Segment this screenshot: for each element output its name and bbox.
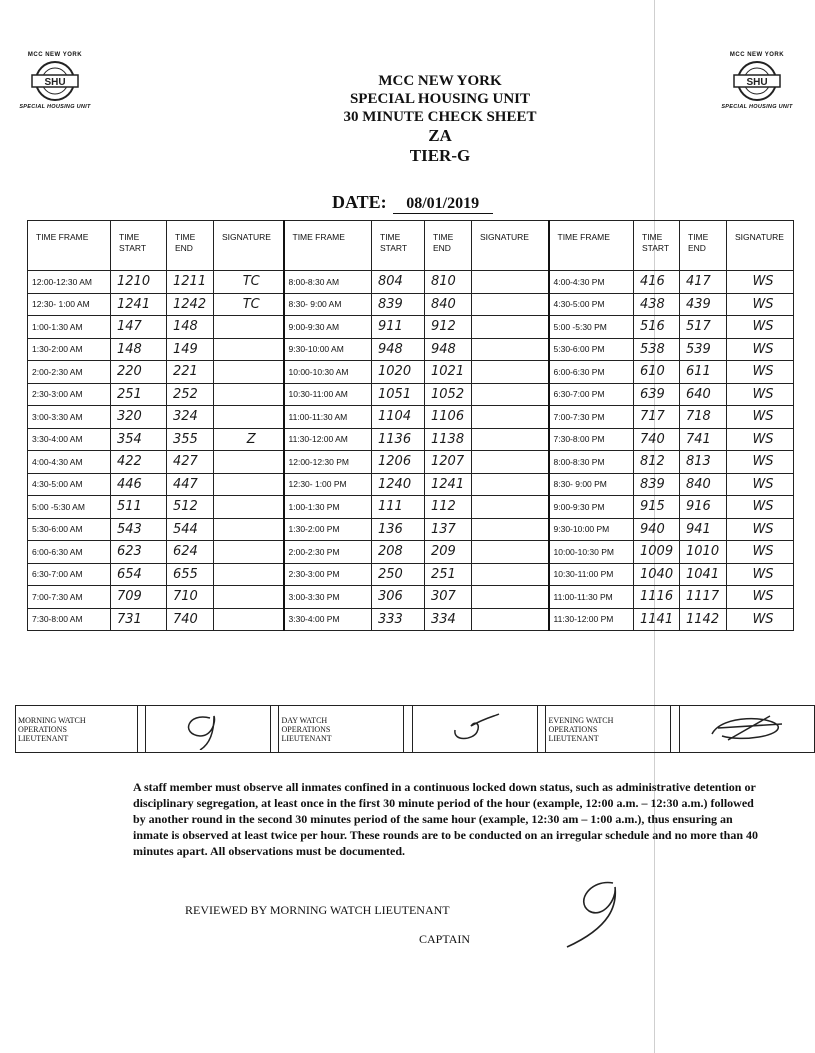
signature-cell [472, 383, 549, 406]
time-start-cell: 251 [111, 383, 167, 406]
time-start-cell: 911 [372, 316, 425, 339]
col-header-time-start: TIME START [111, 221, 167, 271]
signature-cell [214, 383, 284, 406]
signature-cell [214, 338, 284, 361]
time-frame-cell: 4:00-4:30 PM [549, 271, 634, 294]
time-start-cell: 538 [634, 338, 680, 361]
shu-badge-icon [732, 60, 782, 102]
time-start-cell: 1206 [372, 451, 425, 474]
check-sheet-table [27, 220, 794, 631]
signature-cell [214, 361, 284, 384]
time-frame-cell: 10:00-10:30 PM [549, 541, 634, 564]
time-frame-cell: 4:30-5:00 AM [28, 473, 111, 496]
time-start-cell: 709 [111, 586, 167, 609]
time-start-cell: 136 [372, 518, 425, 541]
signature-cell [472, 338, 549, 361]
time-frame-cell: 5:00 -5:30 PM [549, 316, 634, 339]
table-row [28, 383, 794, 406]
time-end-cell: 840 [680, 473, 727, 496]
signature-cell: WS [727, 496, 794, 519]
time-frame-cell: 8:30- 9:00 PM [549, 473, 634, 496]
time-start-cell: 1009 [634, 541, 680, 564]
time-frame-cell: 1:30-2:00 PM [284, 518, 372, 541]
date-line [332, 192, 493, 214]
time-start-cell: 1241 [111, 293, 167, 316]
time-start-cell: 306 [372, 586, 425, 609]
time-frame-cell: 1:30-2:00 AM [28, 338, 111, 361]
table-row [28, 586, 794, 609]
signature-cell [472, 361, 549, 384]
signature-cell [472, 518, 549, 541]
time-frame-cell: 7:30-8:00 PM [549, 428, 634, 451]
shu-badge-icon [30, 60, 80, 102]
time-end-cell: 1052 [425, 383, 472, 406]
time-start-cell: 623 [111, 541, 167, 564]
time-frame-cell: 1:00-1:30 AM [28, 316, 111, 339]
time-end-cell: 741 [680, 428, 727, 451]
col-header-time-end: TIME END [680, 221, 727, 271]
signature-cell [472, 586, 549, 609]
time-end-cell: 1241 [425, 473, 472, 496]
time-end-cell: 209 [425, 541, 472, 564]
time-frame-cell: 6:00-6:30 AM [28, 541, 111, 564]
time-start-cell: 511 [111, 496, 167, 519]
time-frame-cell: 11:30-12:00 AM [284, 428, 372, 451]
time-start-cell: 1240 [372, 473, 425, 496]
time-start-cell: 740 [634, 428, 680, 451]
time-start-cell: 717 [634, 406, 680, 429]
time-start-cell: 543 [111, 518, 167, 541]
time-end-cell: 1106 [425, 406, 472, 429]
signature-cell [214, 608, 284, 631]
time-start-cell: 422 [111, 451, 167, 474]
time-end-cell: 252 [167, 383, 214, 406]
table-row [28, 451, 794, 474]
time-frame-cell: 12:30- 1:00 AM [28, 293, 111, 316]
time-frame-cell: 9:30-10:00 AM [284, 338, 372, 361]
day-watch-signature [412, 706, 537, 753]
table-row [28, 406, 794, 429]
time-end-cell: 149 [167, 338, 214, 361]
time-frame-cell: 11:00-11:30 PM [549, 586, 634, 609]
time-end-cell: 137 [425, 518, 472, 541]
header-line-2: SPECIAL HOUSING UNIT [349, 91, 531, 107]
signature-cell [472, 271, 549, 294]
col-header-signature: SIGNATURE [727, 221, 794, 271]
table-row [28, 541, 794, 564]
time-end-cell: 740 [167, 608, 214, 631]
col-header-time-frame: TIME FRAME [284, 221, 372, 271]
time-frame-cell: 5:30-6:00 PM [549, 338, 634, 361]
signature-cell [472, 473, 549, 496]
signature-cell [214, 406, 284, 429]
handwritten-signature-icon [682, 706, 812, 750]
time-frame-cell: 6:30-7:00 AM [28, 563, 111, 586]
time-end-cell: 813 [680, 451, 727, 474]
logo-bottom-text: SPECIAL HOUSING UNIT [19, 104, 91, 110]
time-start-cell: 111 [372, 496, 425, 519]
col-header-time-end: TIME END [425, 221, 472, 271]
time-frame-cell: 7:30-8:00 AM [28, 608, 111, 631]
time-end-cell: 941 [680, 518, 727, 541]
signature-cell: WS [727, 473, 794, 496]
header-line-5: TIER-G [409, 146, 471, 165]
signature-cell [472, 541, 549, 564]
table-row [28, 271, 794, 294]
time-start-cell: 940 [634, 518, 680, 541]
evening-watch-label: EVENING WATCH OPERATIONS LIEUTENANT [546, 706, 671, 753]
time-end-cell: 447 [167, 473, 214, 496]
logo-top-text: MCC NEW YORK [729, 52, 785, 58]
time-end-cell: 912 [425, 316, 472, 339]
time-end-cell: 427 [167, 451, 214, 474]
time-frame-cell: 9:30-10:00 PM [549, 518, 634, 541]
time-start-cell: 839 [372, 293, 425, 316]
signature-cell [472, 406, 549, 429]
date-value: 08/01/2019 [393, 195, 493, 214]
signature-cell: TC [214, 293, 284, 316]
time-start-cell: 416 [634, 271, 680, 294]
col-header-signature: SIGNATURE [214, 221, 284, 271]
evening-watch-signature [679, 706, 814, 753]
table-row [28, 563, 794, 586]
signature-cell [472, 293, 549, 316]
time-frame-cell: 3:00-3:30 AM [28, 406, 111, 429]
signature-cell: WS [727, 586, 794, 609]
table-row [28, 361, 794, 384]
table-row [28, 338, 794, 361]
time-end-cell: 544 [167, 518, 214, 541]
time-end-cell: 1021 [425, 361, 472, 384]
time-start-cell: 438 [634, 293, 680, 316]
signature-cell [214, 563, 284, 586]
signature-cell: WS [727, 316, 794, 339]
time-end-cell: 1142 [680, 608, 727, 631]
signature-cell [472, 451, 549, 474]
time-start-cell: 804 [372, 271, 425, 294]
time-end-cell: 439 [680, 293, 727, 316]
time-frame-cell: 3:30-4:00 AM [28, 428, 111, 451]
time-frame-cell: 4:30-5:00 PM [549, 293, 634, 316]
time-end-cell: 307 [425, 586, 472, 609]
reviewed-by-label: REVIEWED BY MORNING WATCH LIEUTENANT [185, 903, 450, 917]
time-frame-cell: 8:00-8:30 AM [284, 271, 372, 294]
time-start-cell: 1136 [372, 428, 425, 451]
time-start-cell: 333 [372, 608, 425, 631]
table-row [28, 293, 794, 316]
shu-logo-right [712, 52, 802, 110]
time-end-cell: 655 [167, 563, 214, 586]
time-end-cell: 1211 [167, 271, 214, 294]
time-end-cell: 251 [425, 563, 472, 586]
time-frame-cell: 2:30-3:00 AM [28, 383, 111, 406]
time-frame-cell: 10:30-11:00 AM [284, 383, 372, 406]
signature-cell [472, 428, 549, 451]
table-row [28, 316, 794, 339]
time-frame-cell: 5:00 -5:30 AM [28, 496, 111, 519]
morning-watch-label: MORNING WATCH OPERATIONS LIEUTENANT [16, 706, 138, 753]
signature-cell: WS [727, 271, 794, 294]
time-start-cell: 731 [111, 608, 167, 631]
time-frame-cell: 3:30-4:00 PM [284, 608, 372, 631]
signature-cell [214, 316, 284, 339]
time-frame-cell: 12:00-12:30 PM [284, 451, 372, 474]
time-end-cell: 112 [425, 496, 472, 519]
col-header-time-frame: TIME FRAME [549, 221, 634, 271]
time-frame-cell: 2:00-2:30 AM [28, 361, 111, 384]
time-frame-cell: 11:30-12:00 PM [549, 608, 634, 631]
time-frame-cell: 2:30-3:00 PM [284, 563, 372, 586]
time-end-cell: 810 [425, 271, 472, 294]
time-end-cell: 718 [680, 406, 727, 429]
table-row [28, 518, 794, 541]
col-header-time-end: TIME END [167, 221, 214, 271]
time-end-cell: 355 [167, 428, 214, 451]
col-header-time-frame: TIME FRAME [28, 221, 111, 271]
time-start-cell: 1116 [634, 586, 680, 609]
time-end-cell: 1242 [167, 293, 214, 316]
header-line-4: ZA [428, 126, 452, 145]
table-row [28, 473, 794, 496]
time-start-cell: 1020 [372, 361, 425, 384]
table-body [28, 271, 794, 631]
time-start-cell: 446 [111, 473, 167, 496]
time-frame-cell: 12:00-12:30 AM [28, 271, 111, 294]
time-end-cell: 710 [167, 586, 214, 609]
col-header-signature: SIGNATURE [472, 221, 549, 271]
morning-watch-signature [145, 706, 270, 753]
time-end-cell: 148 [167, 316, 214, 339]
time-end-cell: 1138 [425, 428, 472, 451]
signature-cell: WS [727, 293, 794, 316]
time-end-cell: 624 [167, 541, 214, 564]
handwritten-signature-icon [148, 706, 268, 750]
day-watch-label: DAY WATCH OPERATIONS LIEUTENANT [279, 706, 404, 753]
time-frame-cell: 1:00-1:30 PM [284, 496, 372, 519]
logo-badge-text: SHU [746, 77, 768, 88]
signature-cell: WS [727, 541, 794, 564]
time-end-cell: 1207 [425, 451, 472, 474]
time-end-cell: 640 [680, 383, 727, 406]
date-label: DATE: [332, 192, 387, 212]
time-start-cell: 839 [634, 473, 680, 496]
time-frame-cell: 12:30- 1:00 PM [284, 473, 372, 496]
table-row [28, 496, 794, 519]
time-frame-cell: 10:00-10:30 AM [284, 361, 372, 384]
time-frame-cell: 10:30-11:00 PM [549, 563, 634, 586]
time-frame-cell: 6:00-6:30 PM [549, 361, 634, 384]
time-end-cell: 916 [680, 496, 727, 519]
time-start-cell: 915 [634, 496, 680, 519]
col-header-time-start: TIME START [634, 221, 680, 271]
time-end-cell: 611 [680, 361, 727, 384]
time-frame-cell: 11:00-11:30 AM [284, 406, 372, 429]
signature-cell: WS [727, 361, 794, 384]
time-start-cell: 1104 [372, 406, 425, 429]
time-end-cell: 1117 [680, 586, 727, 609]
time-end-cell: 1041 [680, 563, 727, 586]
time-start-cell: 147 [111, 316, 167, 339]
signature-cell [472, 316, 549, 339]
signature-cell: TC [214, 271, 284, 294]
policy-notice: A staff member must observe all inmates confined in a continuous locked down status, such as administrative detention or disciplinary segregation, at least once in the first 30 minute period of the hour (example, 12:00 a.m. – 12:30 a.m.) followed by another round in the second 30 minutes period of the same hour (example, 12:30 am – 1:00 a.m.), thus ensuring an inmate is observed at least twice per hour. These rounds are to be conducted on an irregular schedule and no more than 40 minutes apart. All observations must be documented. [133, 780, 759, 858]
time-start-cell: 610 [634, 361, 680, 384]
signature-cell [214, 586, 284, 609]
time-start-cell: 354 [111, 428, 167, 451]
signature-cell: WS [727, 383, 794, 406]
time-end-cell: 948 [425, 338, 472, 361]
logo-bottom-text: SPECIAL HOUSING UNIT [721, 104, 793, 110]
time-frame-cell: 8:30- 9:00 AM [284, 293, 372, 316]
time-start-cell: 1040 [634, 563, 680, 586]
time-frame-cell: 6:30-7:00 PM [549, 383, 634, 406]
time-end-cell: 840 [425, 293, 472, 316]
captain-label: CAPTAIN [419, 932, 471, 946]
document-header [280, 72, 600, 166]
time-frame-cell: 3:00-3:30 PM [284, 586, 372, 609]
time-start-cell: 516 [634, 316, 680, 339]
time-start-cell: 812 [634, 451, 680, 474]
signature-cell: WS [727, 428, 794, 451]
time-end-cell: 324 [167, 406, 214, 429]
signature-cell: WS [727, 338, 794, 361]
time-start-cell: 1141 [634, 608, 680, 631]
header-line-1: MCC NEW YORK [378, 73, 502, 89]
signature-cell [214, 541, 284, 564]
time-end-cell: 221 [167, 361, 214, 384]
signature-cell [472, 563, 549, 586]
time-frame-cell: 7:00-7:30 AM [28, 586, 111, 609]
handwritten-signature-icon [545, 875, 665, 950]
time-start-cell: 1210 [111, 271, 167, 294]
handwritten-signature-icon [415, 706, 535, 750]
time-frame-cell: 8:00-8:30 PM [549, 451, 634, 474]
time-start-cell: 639 [634, 383, 680, 406]
time-start-cell: 250 [372, 563, 425, 586]
time-frame-cell: 9:00-9:30 PM [549, 496, 634, 519]
logo-badge-text: SHU [44, 77, 66, 88]
time-frame-cell: 9:00-9:30 AM [284, 316, 372, 339]
logo-top-text: MCC NEW YORK [27, 52, 83, 58]
signature-cell [472, 496, 549, 519]
time-start-cell: 320 [111, 406, 167, 429]
time-start-cell: 208 [372, 541, 425, 564]
signature-cell: WS [727, 563, 794, 586]
time-end-cell: 517 [680, 316, 727, 339]
header-line-3: 30 MINUTE CHECK SHEET [343, 109, 537, 125]
time-end-cell: 334 [425, 608, 472, 631]
time-frame-cell: 5:30-6:00 AM [28, 518, 111, 541]
time-end-cell: 512 [167, 496, 214, 519]
time-start-cell: 948 [372, 338, 425, 361]
table-header-row [28, 221, 794, 271]
time-start-cell: 654 [111, 563, 167, 586]
signature-cell: WS [727, 406, 794, 429]
time-start-cell: 220 [111, 361, 167, 384]
table-row [28, 428, 794, 451]
time-end-cell: 539 [680, 338, 727, 361]
watch-lieutenant-table [15, 705, 815, 753]
time-start-cell: 148 [111, 338, 167, 361]
time-frame-cell: 2:00-2:30 PM [284, 541, 372, 564]
signature-cell [472, 608, 549, 631]
time-end-cell: 417 [680, 271, 727, 294]
time-start-cell: 1051 [372, 383, 425, 406]
signature-cell: Z [214, 428, 284, 451]
signature-cell: WS [727, 451, 794, 474]
col-header-time-start: TIME START [372, 221, 425, 271]
time-end-cell: 1010 [680, 541, 727, 564]
signature-cell [214, 496, 284, 519]
signature-cell [214, 451, 284, 474]
time-frame-cell: 4:00-4:30 AM [28, 451, 111, 474]
signature-cell [214, 473, 284, 496]
signature-cell [214, 518, 284, 541]
time-frame-cell: 7:00-7:30 PM [549, 406, 634, 429]
table-row [28, 608, 794, 631]
shu-logo-left [10, 52, 100, 110]
signature-cell: WS [727, 608, 794, 631]
signature-cell: WS [727, 518, 794, 541]
